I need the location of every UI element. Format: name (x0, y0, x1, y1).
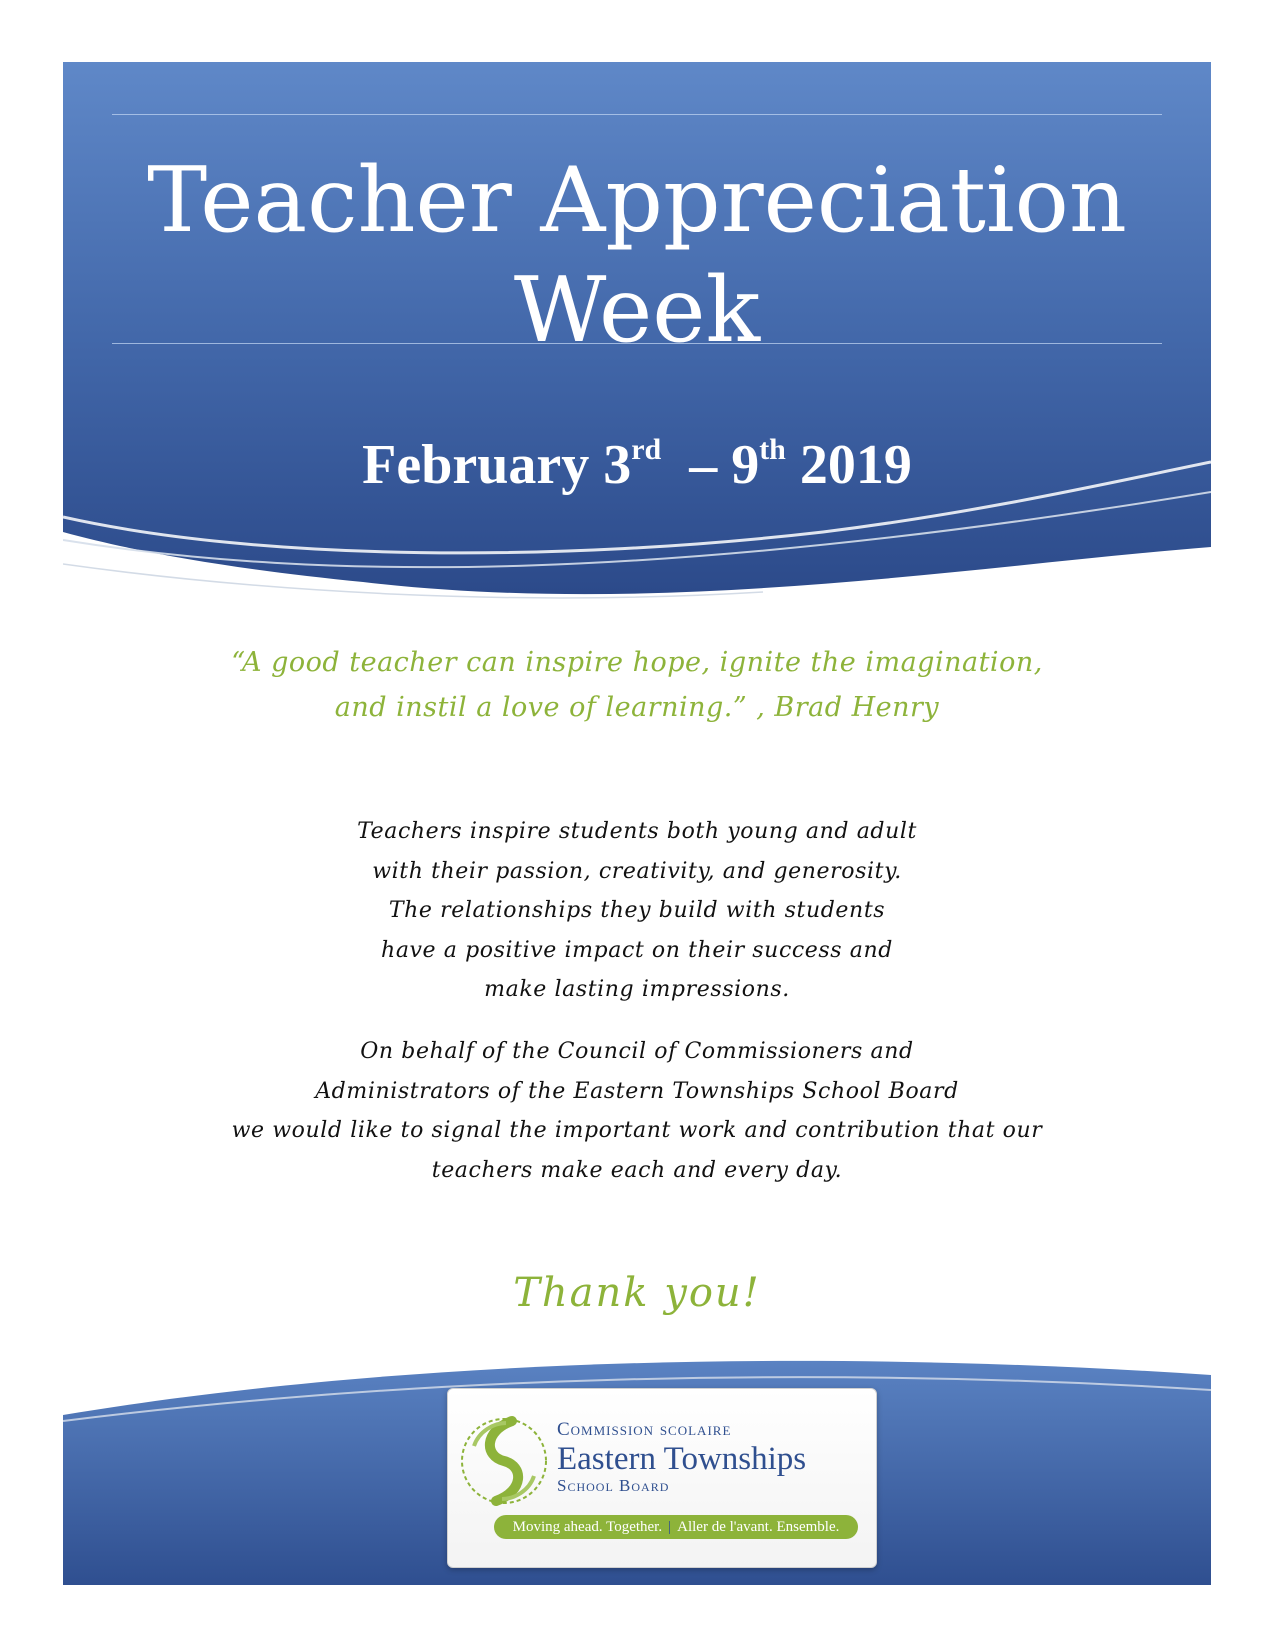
quote-line-1: “A good teacher can inspire hope, ignite the imagination, (231, 647, 1043, 678)
event-dates (63, 430, 1211, 500)
closing-thank-you: Thank you! (513, 1270, 761, 1316)
page-title (63, 146, 1211, 366)
body-line: with their passion, creativity, and generosity. (372, 858, 902, 884)
title-line-2: Week (513, 258, 761, 363)
logo-text-school-board: School Board (557, 1476, 670, 1495)
body-line: The relationships they build with students (388, 898, 886, 923)
body-line: Administrators of the Eastern Townships School Board (315, 1078, 959, 1104)
date-year: 2019 (785, 434, 912, 496)
quote (63, 640, 1211, 730)
tagline-english: Moving ahead. Together. (512, 1519, 663, 1535)
date-end-suffix: th (759, 433, 786, 466)
logo-tagline (494, 1515, 858, 1539)
body-line: have a positive impact on their success and (381, 937, 893, 963)
body-line: make lasting impressions. (484, 977, 790, 1002)
tagline-separator: | (668, 1519, 672, 1535)
title-top-rule (112, 114, 1162, 115)
logo-text-eastern-townships: Eastern Townships (557, 1441, 807, 1477)
body-paragraph-2 (63, 1032, 1211, 1190)
date-start: February 3 (362, 434, 632, 496)
tagline-french: Aller de l'avant. Ensemble. (677, 1519, 840, 1535)
body-line: On behalf of the Council of Commissioners and (360, 1039, 914, 1064)
school-board-logo (447, 1388, 877, 1568)
globe-logo-icon (454, 1411, 554, 1511)
body-line: Teachers inspire students both young and adult (357, 819, 917, 844)
quote-line-2: and instil a love of learning.” , Brad Henry (334, 692, 940, 723)
logo-text-commission: Commission scolaire (557, 1419, 732, 1440)
title-line-1: Teacher Appreciation (147, 148, 1127, 253)
date-start-suffix: rd (631, 433, 662, 466)
body-line: teachers make each and every day. (431, 1157, 843, 1183)
body-paragraph-1 (63, 812, 1211, 1010)
date-end: – 9 (661, 434, 760, 496)
body-line: we would like to signal the important work and contribution that our (231, 1118, 1043, 1143)
